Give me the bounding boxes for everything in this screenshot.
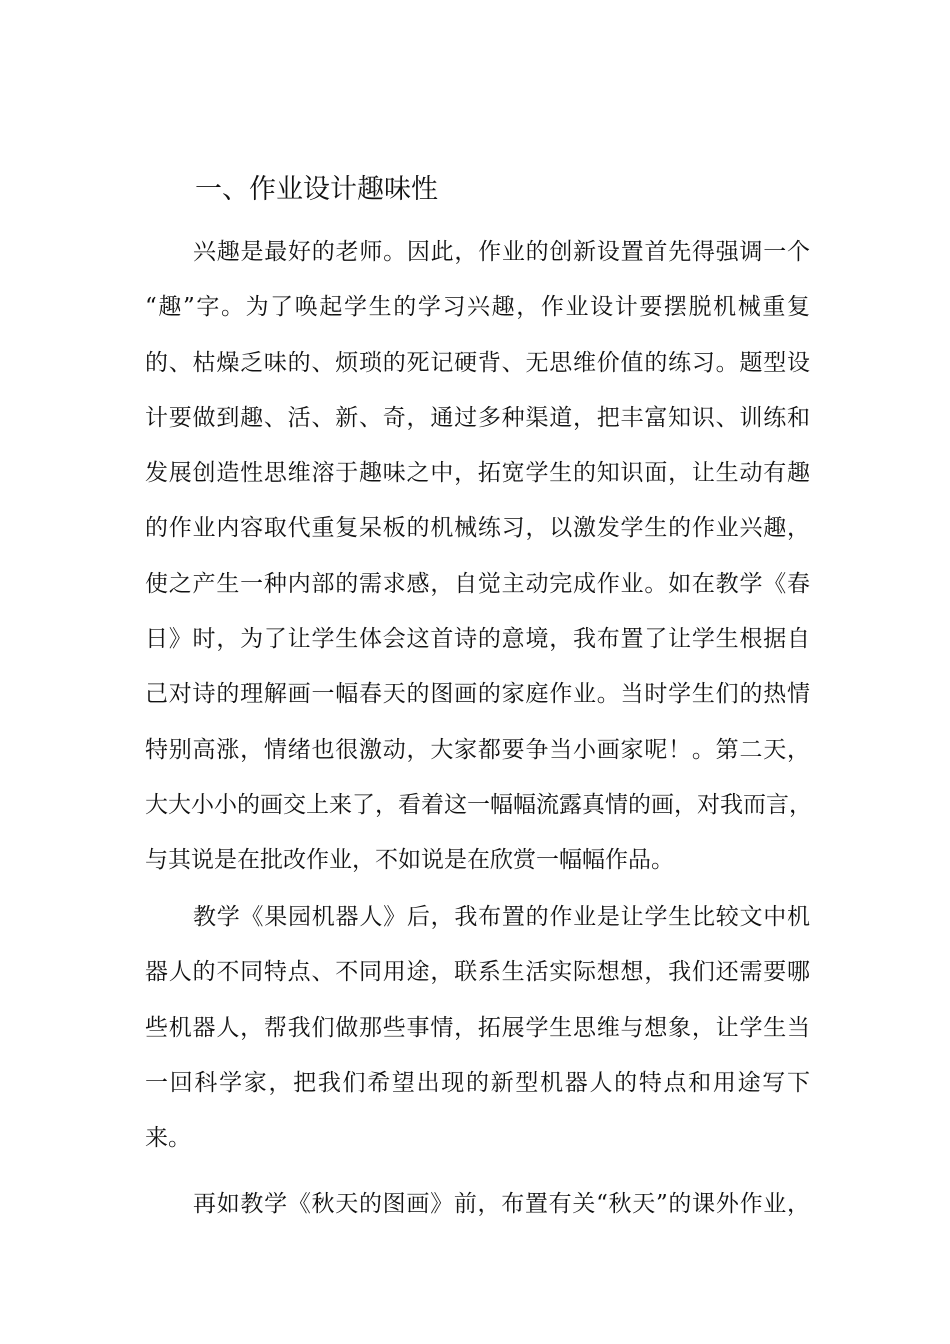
text-line: 些机器人，帮我们做那些事情，拓展学生思维与想象，让学生当 [145,1014,810,1041]
text-line: 计要做到趣、活、新、奇，通过多种渠道，把丰富知识、训练和 [145,404,810,431]
section-heading: 一、作业设计趣味性 [195,174,438,205]
text-line: 兴趣是最好的老师。因此，作业的创新设置首先得强调一个 [193,239,810,265]
text-line: 一回科学家，把我们希望出现的新型机器人的特点和用途写下 [145,1069,810,1096]
text-line: 器人的不同特点、不同用途，联系生活实际想想，我们还需要哪 [145,959,810,986]
paragraph-robot [145,890,810,1166]
text-line: 发展创造性思维溶于趣味之中，拓宽学生的知识面，让生动有趣 [145,460,810,487]
text-line: 与其说是在批改作业，不如说是在欣赏一幅幅作品。 [145,847,674,874]
paragraph-interest [145,225,810,889]
text-line: 使之产生一种内部的需求感，自觉主动完成作业。如在教学《春 [145,570,810,597]
text-line: 特别高涨，情绪也很激动，大家都要争当小画家呢！。第二天， [145,736,810,763]
text-line: 教学《果园机器人》后，我布置的作业是让学生比较文中机 [193,904,810,930]
text-line: 来。 [145,1125,191,1152]
text-line: 日》时，为了让学生体会这首诗的意境，我布置了让学生根据自 [145,626,810,653]
text-line: “趣”字。为了唤起学生的学习兴趣，作业设计要摆脱机械重复 [145,294,810,321]
text-line: 再如教学《秋天的图画》前，布置有关“秋天”的课外作业， [193,1191,810,1217]
text-line: 大大小小的画交上来了，看着这一幅幅流露真情的画，对我而言， [145,791,812,818]
paragraph-autumn [145,1177,810,1232]
text-line: 的作业内容取代重复呆板的机械练习，以激发学生的作业兴趣， [145,515,810,542]
text-line: 的、枯燥乏味的、烦琐的死记硬背、无思维价值的练习。题型设 [145,349,810,376]
text-line: 己对诗的理解画一幅春天的图画的家庭作业。当时学生们的热情 [145,681,810,708]
